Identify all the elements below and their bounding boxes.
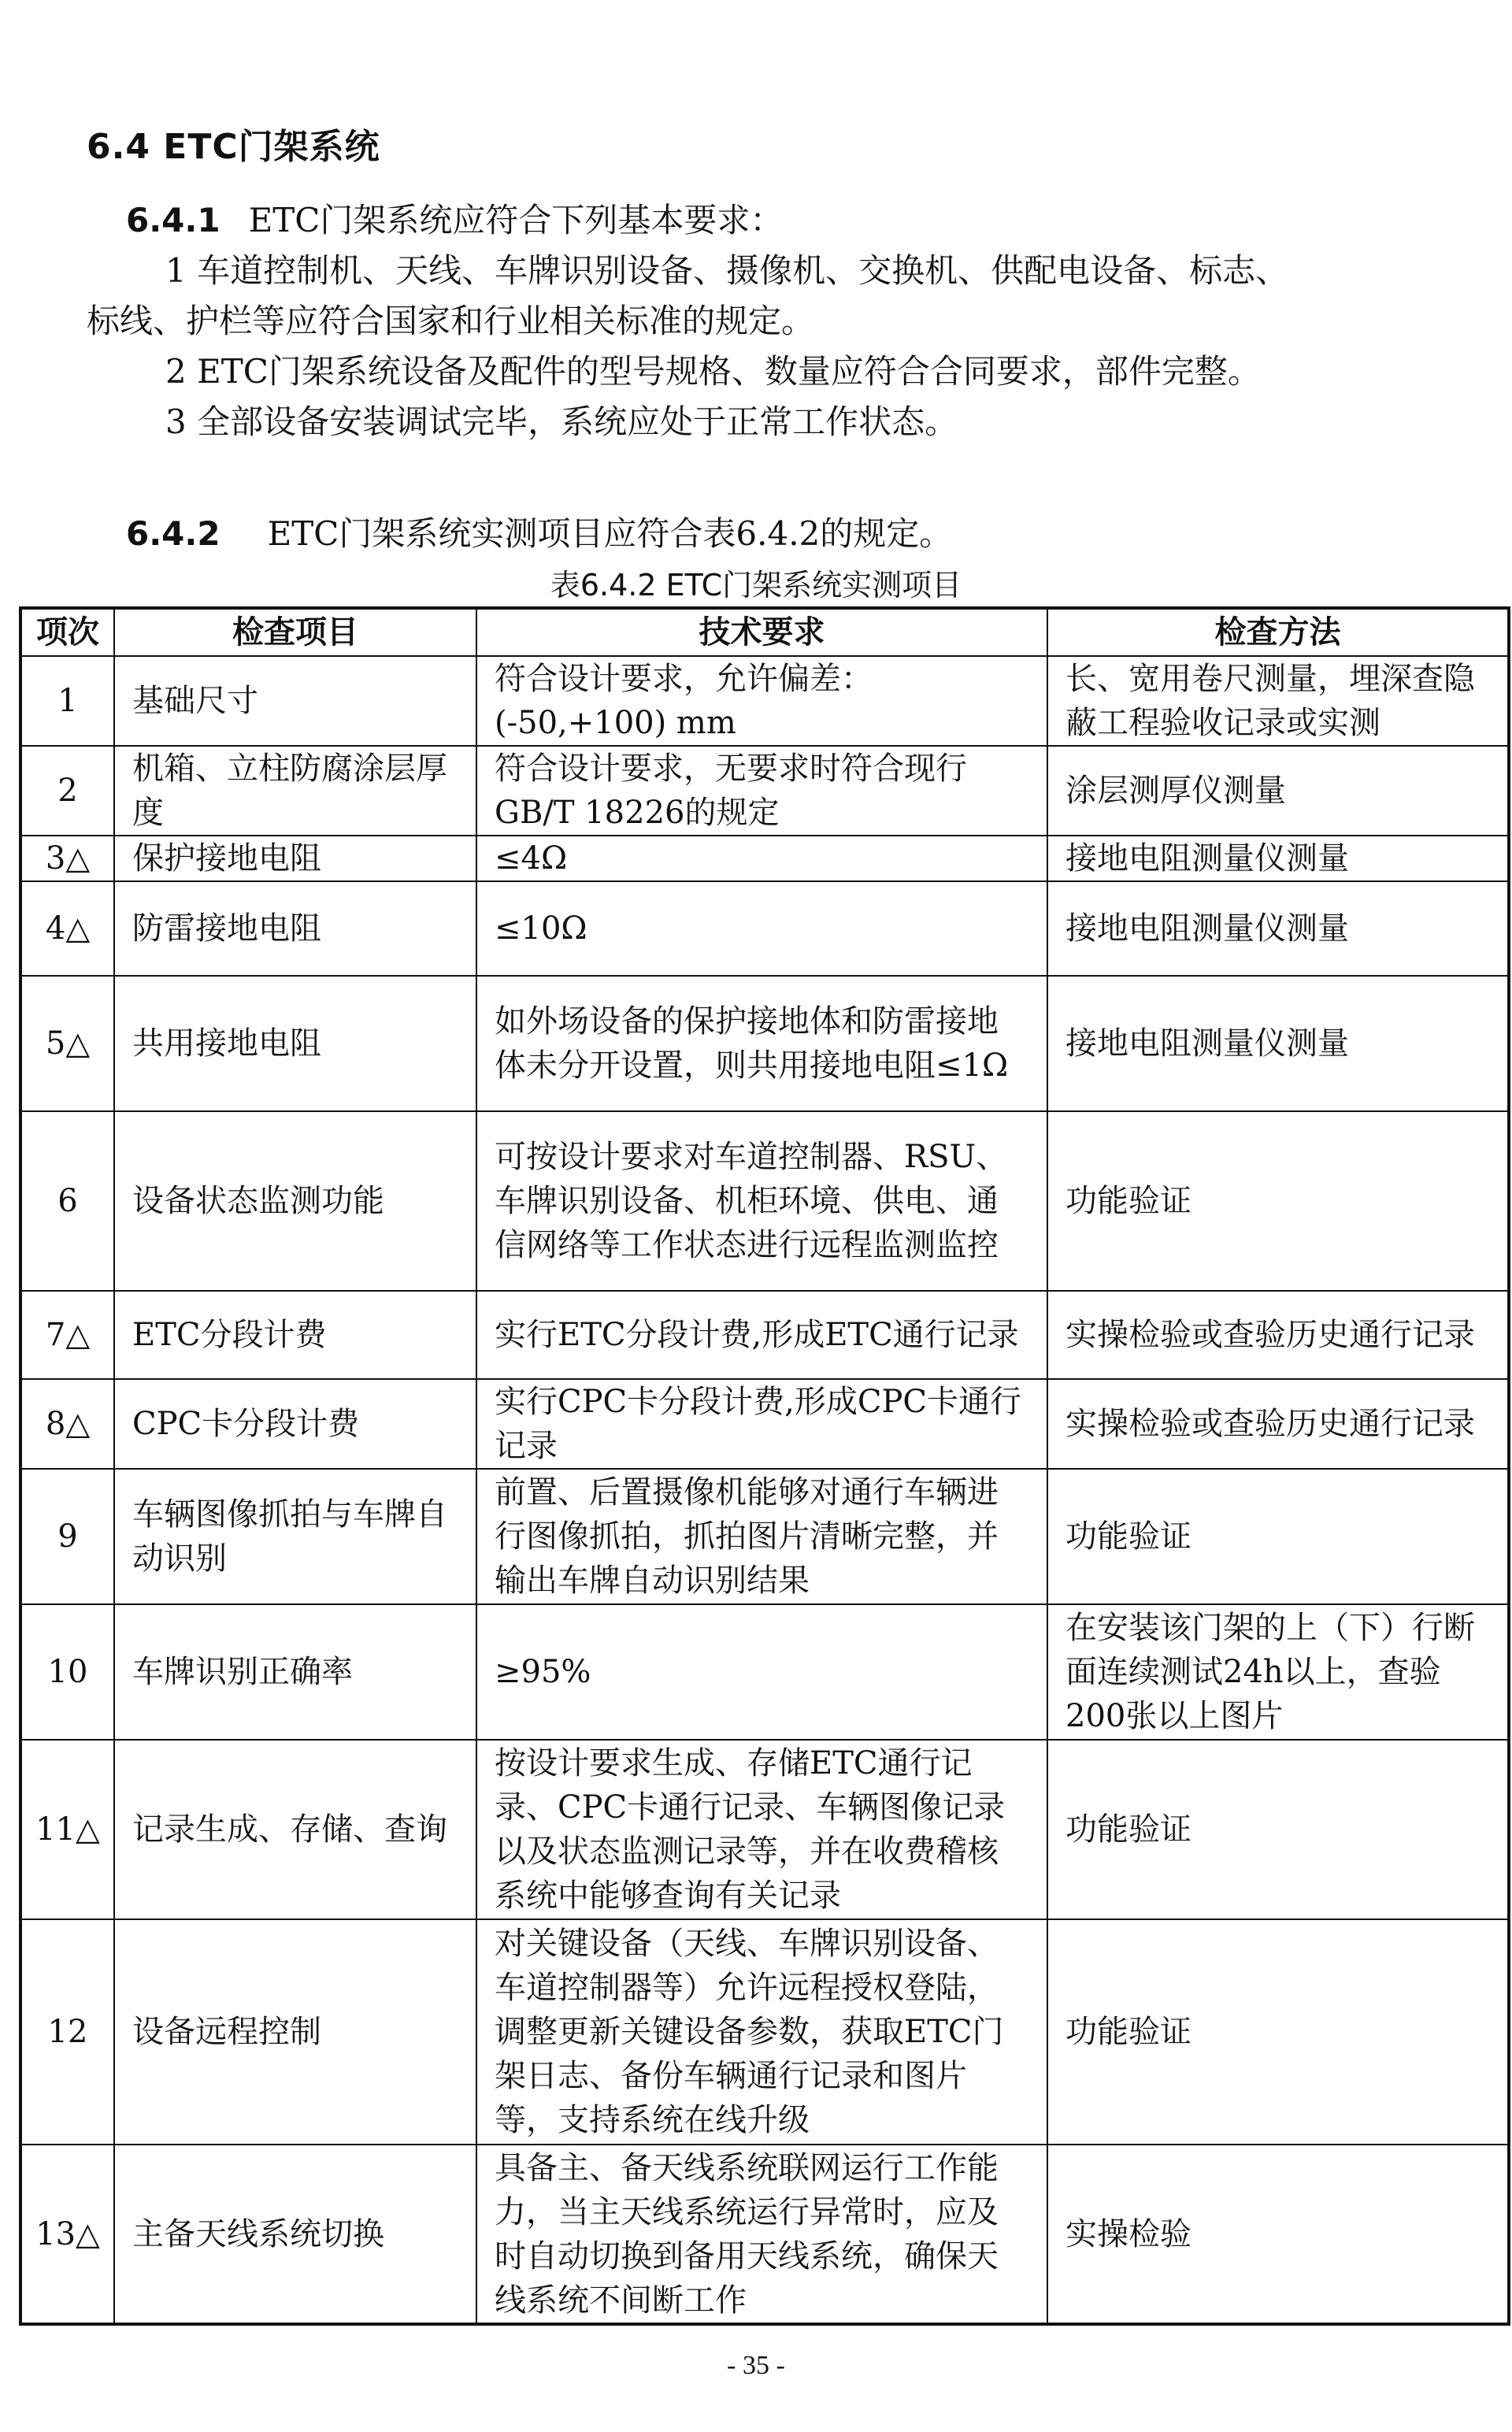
inspection-table	[19, 606, 1510, 2326]
table-row	[20, 1469, 1509, 1604]
cell-requirement: 按设计要求生成、存储ETC通行记录、CPC卡通行记录、车辆图像记录以及状态监测记录等，并在收费稽核系统中能够查询有关记录	[476, 1740, 1047, 1919]
cell-index: 7△	[20, 1291, 114, 1379]
cell-method: 实操检验或查验历史通行记录	[1047, 1379, 1509, 1469]
cell-index: 6	[20, 1111, 114, 1291]
cell-requirement: 实行ETC分段计费,形成ETC通行记录	[476, 1291, 1047, 1379]
cell-requirement: ≤10Ω	[476, 881, 1047, 976]
table-row	[20, 1919, 1509, 2145]
cell-requirement: 如外场设备的保护接地体和防雷接地体未分开设置，则共用接地电阻≤1Ω	[476, 976, 1047, 1111]
clause-6-4-1	[126, 195, 783, 246]
table-row	[20, 656, 1509, 746]
clause-intro: ETC门架系统应符合下列基本要求：	[248, 201, 784, 239]
cell-item: 保护接地电阻	[114, 836, 476, 881]
table-row	[20, 746, 1509, 836]
cell-requirement: 符合设计要求，允许偏差：(-50,+100) mm	[476, 656, 1047, 746]
cell-item: 机箱、立柱防腐涂层厚度	[114, 746, 476, 836]
cell-method: 接地电阻测量仪测量	[1047, 836, 1509, 881]
cell-item: 防雷接地电阻	[114, 881, 476, 976]
section-title: 6.4 ETC门架系统	[87, 127, 380, 167]
cell-index: 12	[20, 1919, 114, 2145]
cell-requirement: 具备主、备天线系统联网运行工作能力，当主天线系统运行异常时，应及时自动切换到备用天线系统，确保天线系统不间断工作	[476, 2145, 1047, 2324]
table-row	[20, 836, 1509, 881]
cell-requirement: 实行CPC卡分段计费,形成CPC卡通行记录	[476, 1379, 1047, 1469]
cell-item: 主备天线系统切换	[114, 2145, 476, 2324]
page-number: - 35 -	[727, 2351, 785, 2380]
cell-method: 功能验证	[1047, 1111, 1509, 1291]
cell-method: 实操检验或查验历史通行记录	[1047, 1291, 1509, 1379]
table-row	[20, 976, 1509, 1111]
cell-index: 1	[20, 656, 114, 746]
requirement-item-1-cont: 标线、护栏等应符合国家和行业相关标准的规定。	[87, 302, 815, 340]
cell-item: CPC卡分段计费	[114, 1379, 476, 1469]
cell-method: 实操检验	[1047, 2145, 1509, 2324]
header-method: 检查方法	[1047, 608, 1509, 656]
cell-index: 4△	[20, 881, 114, 976]
cell-requirement: 可按设计要求对车道控制器、RSU、车牌识别设备、机柜环境、供电、通信网络等工作状态进行远程监测监控	[476, 1111, 1047, 1291]
table-row	[20, 1379, 1509, 1469]
clause-text: ETC门架系统实测项目应符合表6.4.2的规定。	[267, 514, 953, 553]
cell-method: 功能验证	[1047, 1469, 1509, 1604]
requirement-item-1: 1 车道控制机、天线、车牌识别设备、摄像机、交换机、供配电设备、标志、	[165, 251, 1289, 290]
cell-item: 设备远程控制	[114, 1919, 476, 2145]
cell-method: 涂层测厚仪测量	[1047, 746, 1509, 836]
table-row	[20, 1740, 1509, 1919]
clause-number: 6.4.2	[126, 514, 220, 553]
cell-index: 13△	[20, 2145, 114, 2324]
table-row	[20, 1291, 1509, 1379]
requirement-item-3: 3 全部设备安装调试完毕，系统应处于正常工作状态。	[165, 402, 958, 441]
cell-requirement: 对关键设备（天线、车牌识别设备、车道控制器等）允许远程授权登陆，调整更新关键设备参数，获取ETC门架日志、备份车辆通行记录和图片等，支持系统在线升级	[476, 1919, 1047, 2145]
clause-number: 6.4.1	[126, 201, 220, 239]
cell-requirement: ≤4Ω	[476, 836, 1047, 881]
header-requirement: 技术要求	[476, 608, 1047, 656]
cell-item: 设备状态监测功能	[114, 1111, 476, 1291]
cell-method: 长、宽用卷尺测量，埋深查隐蔽工程验收记录或实测	[1047, 656, 1509, 746]
cell-requirement: 前置、后置摄像机能够对通行车辆进行图像抓拍，抓拍图片清晰完整，并输出车牌自动识别结果	[476, 1469, 1047, 1604]
cell-item: 车牌识别正确率	[114, 1604, 476, 1740]
table-header-row	[20, 608, 1509, 656]
cell-item: 共用接地电阻	[114, 976, 476, 1111]
cell-method: 接地电阻测量仪测量	[1047, 976, 1509, 1111]
cell-method: 在安装该门架的上（下）行断面连续测试24h以上，查验200张以上图片	[1047, 1604, 1509, 1740]
table-row	[20, 1604, 1509, 1740]
table-row	[20, 2145, 1509, 2324]
cell-requirement: 符合设计要求，无要求时符合现行GB/T 18226的规定	[476, 746, 1047, 836]
table-row	[20, 1111, 1509, 1291]
table-row	[20, 881, 1509, 976]
cell-item: 车辆图像抓拍与车牌自动识别	[114, 1469, 476, 1604]
requirement-item-2: 2 ETC门架系统设备及配件的型号规格、数量应符合合同要求，部件完整。	[165, 352, 1261, 391]
cell-requirement: ≥95%	[476, 1604, 1047, 1740]
cell-item: ETC分段计费	[114, 1291, 476, 1379]
cell-index: 2	[20, 746, 114, 836]
cell-item: 记录生成、存储、查询	[114, 1740, 476, 1919]
clause-6-4-2	[126, 509, 952, 559]
cell-method: 功能验证	[1047, 1740, 1509, 1919]
cell-method: 功能验证	[1047, 1919, 1509, 2145]
header-item: 检查项目	[114, 608, 476, 656]
table-caption: 表6.4.2 ETC门架系统实测项目	[550, 568, 962, 602]
cell-index: 11△	[20, 1740, 114, 1919]
cell-index: 5△	[20, 976, 114, 1111]
cell-method: 接地电阻测量仪测量	[1047, 881, 1509, 976]
header-index: 项次	[20, 608, 114, 656]
cell-index: 10	[20, 1604, 114, 1740]
cell-index: 3△	[20, 836, 114, 881]
cell-index: 9	[20, 1469, 114, 1604]
cell-index: 8△	[20, 1379, 114, 1469]
cell-item: 基础尺寸	[114, 656, 476, 746]
